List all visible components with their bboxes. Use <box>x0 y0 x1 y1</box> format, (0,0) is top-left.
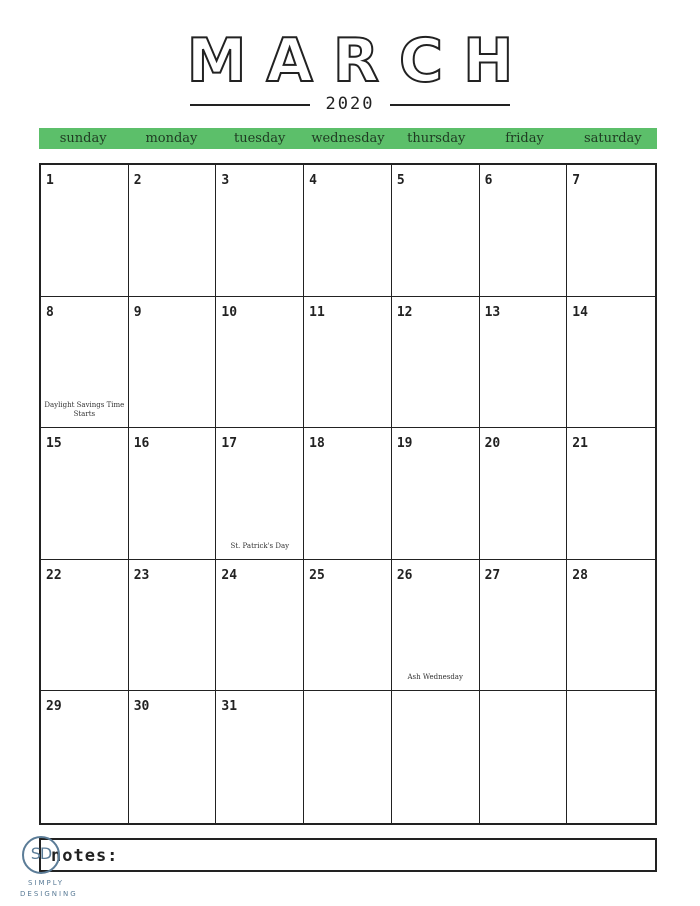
day-number: 12 <box>396 304 413 320</box>
day-cell[interactable] <box>304 297 392 429</box>
day-cell[interactable] <box>129 165 217 297</box>
weekday-sunday: sunday <box>59 131 107 146</box>
day-number: 18 <box>309 436 325 452</box>
day-cell[interactable] <box>304 691 392 823</box>
day-number: 31 <box>221 699 238 715</box>
month-title: MARCH <box>186 26 534 96</box>
day-number: 1 <box>46 173 54 188</box>
day-cell[interactable] <box>216 165 304 297</box>
weekday-saturday: saturday <box>584 131 642 146</box>
weekday-wednesday: wednesday <box>311 131 385 146</box>
calendar-grid <box>39 163 657 825</box>
day-number: 8 <box>46 304 54 320</box>
day-cell[interactable] <box>567 691 655 823</box>
day-number: 10 <box>221 304 238 320</box>
day-cell[interactable] <box>41 165 129 297</box>
day-number: 7 <box>572 173 581 188</box>
day-number: 3 <box>221 173 230 188</box>
year-label: 2020 <box>325 94 375 114</box>
day-cell[interactable] <box>392 428 480 560</box>
notes-box[interactable] <box>39 838 657 872</box>
day-number: 27 <box>484 567 501 583</box>
day-number: 23 <box>133 567 150 583</box>
day-number: 25 <box>309 567 325 583</box>
day-cell[interactable] <box>567 428 655 560</box>
day-cell[interactable] <box>392 165 480 297</box>
day-cell[interactable] <box>41 691 129 823</box>
weekday-tuesday: tuesday <box>234 131 286 146</box>
day-cell[interactable] <box>216 691 304 823</box>
day-number: 2 <box>133 173 142 188</box>
day-cell[interactable] <box>480 560 568 692</box>
day-cell[interactable] <box>216 428 304 560</box>
day-cell[interactable] <box>304 560 392 692</box>
day-cell[interactable] <box>392 691 480 823</box>
day-number: 20 <box>484 436 501 452</box>
day-cell[interactable] <box>304 165 392 297</box>
weekday-monday: monday <box>145 131 198 146</box>
day-cell[interactable] <box>41 428 129 560</box>
notes-label: notes: <box>51 846 119 866</box>
day-number: 9 <box>133 304 142 320</box>
day-cell[interactable] <box>129 691 217 823</box>
year-row <box>190 92 510 116</box>
logo-word-simply: SIMPLY <box>28 879 65 887</box>
weekday-thursday: thursday <box>407 131 466 146</box>
day-number: 28 <box>572 567 588 583</box>
day-cell[interactable] <box>129 297 217 429</box>
logo-word-designing: DESIGNING <box>20 890 78 898</box>
day-cell[interactable] <box>41 297 129 429</box>
day-number: 14 <box>572 304 588 320</box>
day-cell[interactable] <box>480 297 568 429</box>
day-cell[interactable] <box>41 560 129 692</box>
day-number: 6 <box>484 173 493 188</box>
day-number: 19 <box>396 436 413 452</box>
day-cell[interactable] <box>392 297 480 429</box>
day-number: 4 <box>309 173 317 188</box>
day-cell[interactable] <box>567 560 655 692</box>
holiday-note: St. Patrick's Day <box>230 541 290 550</box>
day-number: 22 <box>46 567 62 583</box>
day-number: 16 <box>133 436 150 452</box>
year-divider-right <box>390 104 510 106</box>
day-number: 21 <box>572 436 588 452</box>
weekday-header-bar <box>39 128 657 149</box>
day-cell[interactable] <box>129 560 217 692</box>
day-number: 5 <box>396 173 405 188</box>
day-number: 24 <box>221 567 238 583</box>
day-cell[interactable] <box>304 428 392 560</box>
weekday-friday: friday <box>505 131 544 146</box>
logo-monogram: SD <box>30 844 52 863</box>
day-cell[interactable] <box>216 297 304 429</box>
day-cell[interactable] <box>392 560 480 692</box>
day-number: 11 <box>309 304 325 320</box>
day-cell[interactable] <box>480 428 568 560</box>
day-cell[interactable] <box>216 560 304 692</box>
day-number: 30 <box>133 699 150 715</box>
day-number: 17 <box>221 436 238 452</box>
day-cell[interactable] <box>480 691 568 823</box>
day-number: 26 <box>396 567 413 583</box>
holiday-note: Daylight Savings Time Starts <box>44 401 125 419</box>
day-number: 15 <box>46 436 62 452</box>
day-number: 29 <box>46 699 62 715</box>
day-cell[interactable] <box>480 165 568 297</box>
brand-logo <box>18 836 78 902</box>
holiday-note: Ash Wednesday <box>407 673 463 682</box>
day-cell[interactable] <box>567 297 655 429</box>
day-number: 13 <box>484 304 501 320</box>
day-cell[interactable] <box>129 428 217 560</box>
day-cell[interactable] <box>567 165 655 297</box>
